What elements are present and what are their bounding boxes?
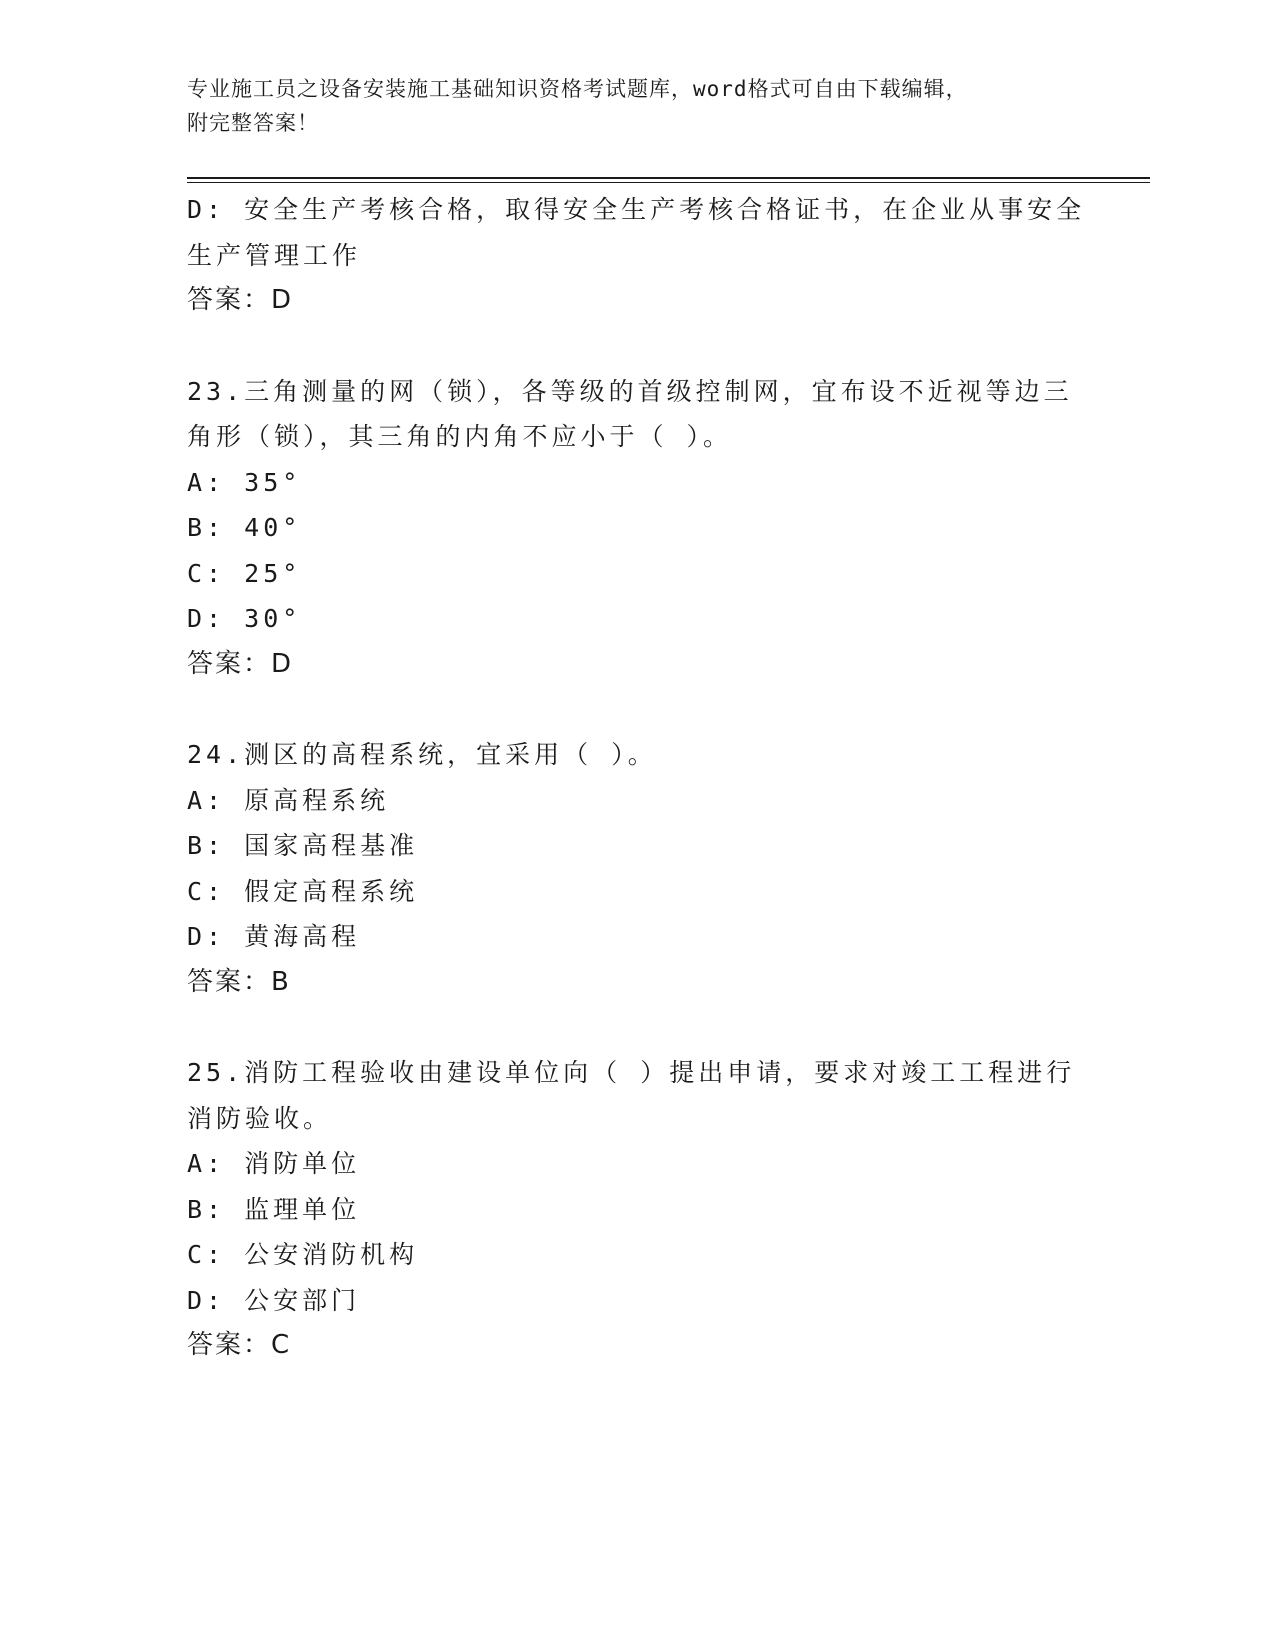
option-b: B: 40°	[187, 513, 302, 542]
question-list	[187, 187, 1087, 1369]
document-header	[187, 72, 1067, 140]
header-line-2: 附完整答案！	[187, 111, 319, 135]
option-d: D: 30°	[187, 604, 302, 633]
spacer	[187, 687, 1087, 732]
answer-label: 答案：D	[187, 648, 294, 679]
option-a: A: 原高程系统	[187, 785, 390, 815]
header-divider-thin	[187, 182, 1150, 183]
question-23	[187, 369, 1087, 688]
option-a: A: 消防单位	[187, 1149, 361, 1178]
question-stem: 24.测区的高程系统，宜采用（ ）。	[187, 740, 657, 769]
question-22-tail	[187, 187, 1087, 324]
header-divider-thick	[187, 177, 1150, 179]
option-d-line-1: D: 安全生产考核合格，取得安全生产考核合格证书，在企业从事安全	[187, 195, 1086, 224]
option-d: D: 公安部门	[187, 1285, 361, 1315]
question-24	[187, 732, 1087, 1005]
spacer	[187, 1005, 1087, 1050]
answer-label: 答案：C	[187, 1330, 292, 1360]
question-stem-line-2: 消防验收。	[187, 1103, 333, 1133]
question-stem-line-2: 角形（锁），其三角的内角不应小于（ ）。	[187, 422, 733, 451]
header-line-1: 专业施工员之设备安装施工基础知识资格考试题库，word格式可自由下载编辑，	[187, 77, 968, 101]
option-c: C: 25°	[187, 558, 302, 588]
option-b: B: 监理单位	[187, 1194, 361, 1224]
question-25	[187, 1050, 1087, 1369]
option-a: A: 35°	[187, 467, 302, 497]
option-d: D: 黄海高程	[187, 922, 361, 951]
option-c: C: 公安消防机构	[187, 1240, 419, 1269]
option-d-line-2: 生产管理工作	[187, 240, 362, 270]
question-stem-line-1: 25.消防工程验收由建设单位向（ ）提出申请，要求对竣工工程进行	[187, 1058, 1076, 1087]
answer-label: 答案：B	[187, 966, 291, 997]
option-c: C: 假定高程系统	[187, 876, 419, 906]
question-stem-line-1: 23.三角测量的网（锁），各等级的首级控制网，宜布设不近视等边三	[187, 376, 1073, 406]
spacer	[187, 324, 1087, 369]
answer-label: 答案：D	[187, 285, 294, 315]
option-b: B: 国家高程基准	[187, 831, 419, 860]
